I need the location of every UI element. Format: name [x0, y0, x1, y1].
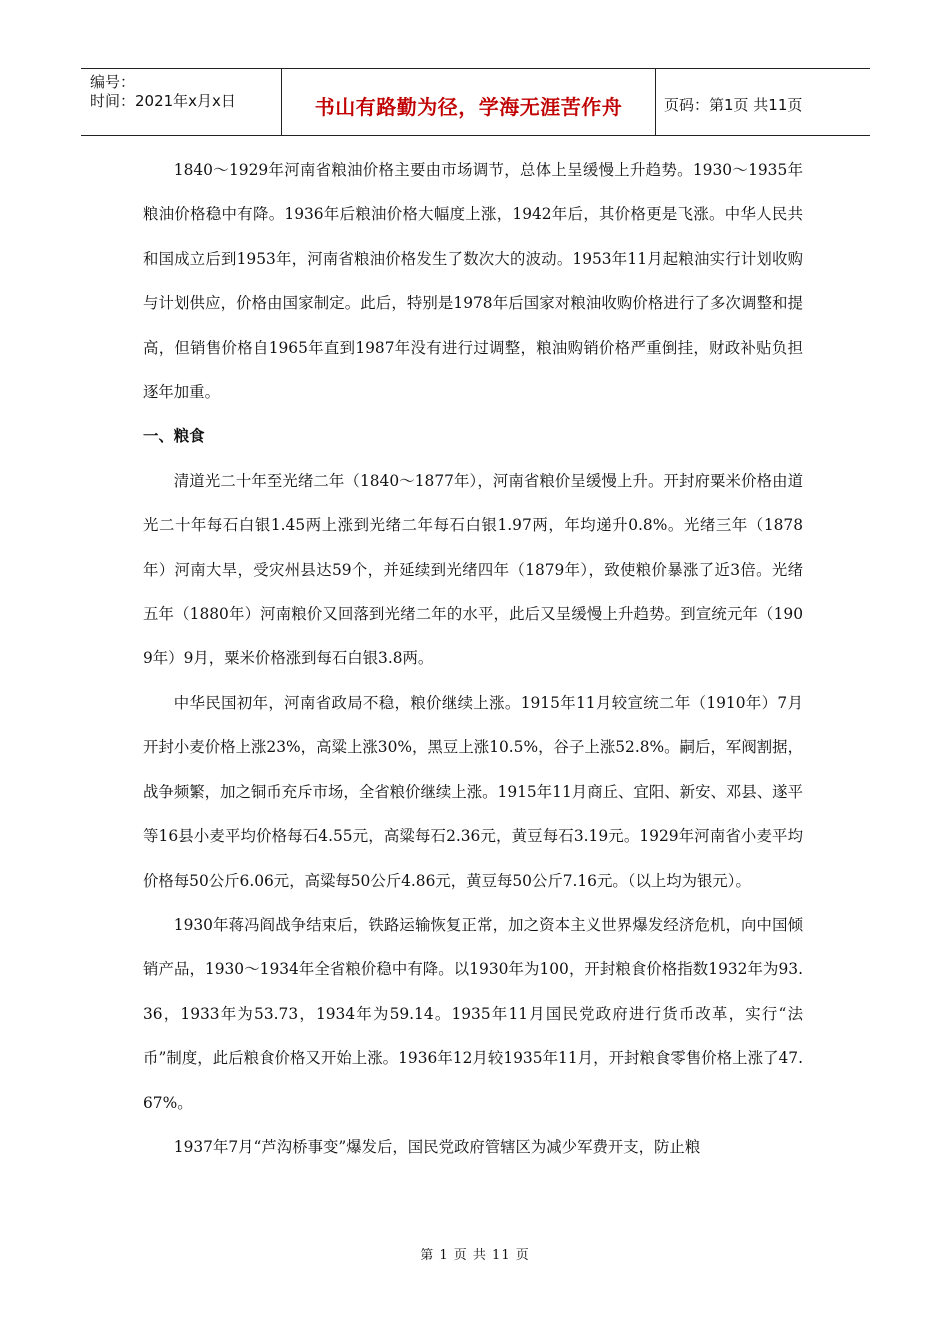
page-info-text: 页码：第1页 共11页	[664, 95, 803, 114]
paragraph-qing-dynasty: 清道光二十年至光绪二年（1840～1877年），河南省粮价呈缓慢上升。开封府粟米价格由道光二十年每石白银1.45两上涨到光绪二年每石白银1.97两，年均递升0.8%。光绪三年（1878年）河南大旱，受灾州县达59个，并延续到光绪四年（1879年），致使粮价暴涨了近3倍。光绪五年（1880年）河南粮价又回落到光绪二年的水平，此后又呈缓慢上升趋势。到宣统元年（1909年）9月，粟米价格涨到每石白银3.8两。	[143, 471, 803, 668]
document-header	[81, 68, 870, 136]
paragraph-1930s: 1930年蒋冯阎战争结束后，铁路运输恢复正常，加之资本主义世界爆发经济危机，向中国倾销产品，1930～1934年全省粮价稳中有降。以1930年为100，开封粮食价格指数1932年为93.36，1933年为53.73，1934年为59.14。1935年11月国民党政府进行货币改革，实行“法币”制度，此后粮食价格又开始上涨。1936年12月较1935年11月，开封粮食零售价格上涨了47.67%。	[143, 915, 803, 1112]
paragraph-intro: 1840～1929年河南省粮油价格主要由市场调节，总体上呈缓慢上升趋势。1930～1935年粮油价格稳中有降。1936年后粮油价格大幅度上涨，1942年后，其价格更是飞涨。中华人民共和国成立后到1953年，河南省粮油价格发生了数次大的波动。1953年11月起粮油实行计划收购与计划供应，价格由国家制定。此后，特别是1978年后国家对粮油收购价格进行了多次调整和提高，但销售价格自1965年直到1987年没有进行过调整，粮油购销价格严重倒挂，财政补贴负担逐年加重。	[143, 161, 803, 402]
page-footer: 第 1 页 共 11 页	[420, 1248, 530, 1263]
header-motto-cell	[282, 69, 656, 135]
number-label: 编号：	[90, 73, 136, 91]
paragraph-1937: 1937年7月“芦沟桥事变”爆发后，国民党政府管辖区为减少军费开支，防止粮	[173, 1137, 701, 1156]
time-label: 时间：2021年x月x日	[90, 92, 236, 110]
header-page-info	[656, 69, 870, 135]
section-heading-grain: 一、粮食	[143, 427, 205, 446]
paragraph-early-republic: 中华民国初年，河南省政局不稳，粮价继续上涨。1915年11月较宣统二年（1910年）7月开封小麦价格上涨23%，高粱上涨30%，黑豆上涨10.5%，谷子上涨52.8%。嗣后，军阀割据，战争频繁，加之铜币充斥市场，全省粮价继续上涨。1915年11月商丘、宜阳、新安、邓县、遂平等16县小麦平均价格每石4.55元，高粱每石2.36元，黄豆每石3.19元。1929年河南省小麦平均价格每50公斤6.06元，高粱每50公斤4.86元，黄豆每50公斤7.16元。（以上均为银元）。	[143, 693, 803, 890]
document-body	[143, 148, 803, 1169]
header-meta	[81, 69, 282, 135]
motto-text: 书山有路勤为径，学海无涯苦作舟	[314, 94, 623, 119]
